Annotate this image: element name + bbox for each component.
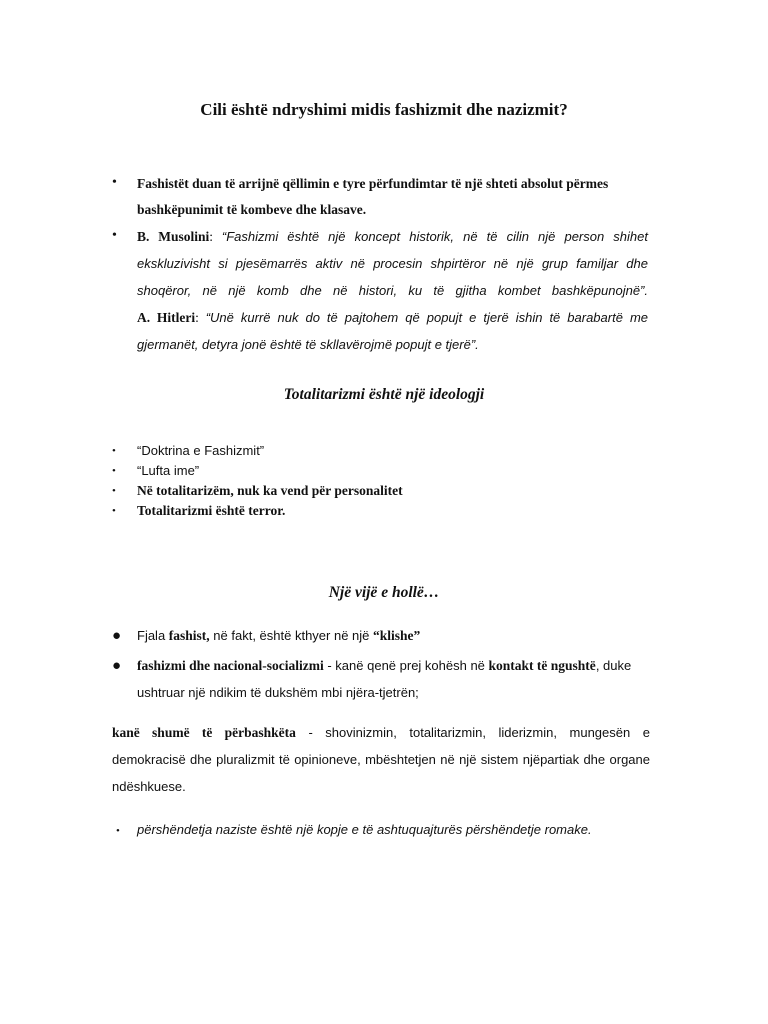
salute-line: përshëndetja naziste është një kopje e të ashtuquajturës përshëndetje romake.	[137, 822, 592, 837]
contact-line2: ushtruar një ndikim të dukshëm mbi njëra-tjetrën;	[137, 685, 419, 700]
fascism-nazism-term: fashizmi dhe nacional-socializmi	[137, 658, 324, 673]
musolini-quote-l3: shoqëror, në një komb dhe në histori, ku të gjitha kombet bashkëpunojnë”.	[137, 283, 648, 298]
section-heading-fine-line: Një vijë e hollë…	[328, 584, 440, 601]
klishe-term: “klishe”	[373, 628, 421, 643]
musolini-line1	[137, 224, 648, 250]
text-run: në fakt, është kthyer në një	[209, 628, 374, 643]
klishe-line	[137, 623, 420, 649]
bullet-icon: •	[112, 445, 116, 457]
text-run: - kanë qenë prej kohësh në	[323, 658, 489, 673]
list-item: Totalitarizmi është terror.	[137, 503, 286, 518]
bullet-icon: •	[112, 228, 117, 243]
text-run: Fjala	[137, 628, 169, 643]
contact-line1	[137, 653, 648, 679]
fashist-term: fashist,	[168, 628, 210, 643]
page-title: Cili është ndryshimi midis fashizmit dhe nazizmit?	[200, 100, 568, 119]
bullet-icon: ●	[112, 658, 122, 674]
bullet-icon: •	[116, 825, 120, 837]
common-paragraph-line3: ndëshkuese.	[112, 779, 186, 794]
list-item: “Doktrina e Fashizmit”	[137, 443, 265, 458]
hitler-quote-l2: gjermanët, detyra jonë është të skllavërojmë popujt e tjerë”.	[137, 337, 479, 352]
hitler-line1	[137, 305, 648, 331]
common-paragraph-line1	[112, 720, 650, 746]
musolini-quote-l1: “Fashizmi është një koncept historik, në të cilin një person shihet	[221, 229, 648, 244]
bullet-icon: •	[112, 175, 117, 190]
close-contact-term: kontakt të ngushtë	[488, 658, 596, 673]
common-term: kanë shumë të përbashkëta	[112, 725, 296, 740]
text-run: , duke	[595, 658, 632, 673]
bullet-icon: •	[112, 465, 116, 477]
common-paragraph-line2: demokracisë dhe pluralizmit të opinioneve, mbështetjen në një sistem njëpartiak dhe organe	[112, 752, 650, 767]
hitler-quote-l1: “Unë kurrë nuk do të pajtohem që popujt e tjerë ishin të barabartë me	[205, 310, 649, 325]
text-run: - shovinizmin, totalitarizmin, liderizmin, mungesën e	[295, 725, 650, 740]
musolini-quote-l2: ekskluzivisht si pjesëmarrës aktiv në procesin shpirtëror në një grup familjar dhe	[137, 256, 648, 271]
list-item: Në totalitarizëm, nuk ka vend për personalitet	[137, 483, 403, 498]
bullet-icon: ●	[112, 628, 122, 644]
bullet-icon: •	[112, 485, 116, 497]
section-heading-ideology: Totalitarizmi është një ideologji	[283, 386, 485, 403]
musolini-name: B. Musolini	[137, 229, 210, 244]
bullet1-line1: Fashistët duan të arrijnë qëllimin e tyre përfundimtar të një shteti absolut përmes	[137, 176, 609, 191]
separator: :	[195, 310, 199, 325]
separator: :	[209, 229, 214, 244]
list-item: “Lufta ime”	[137, 463, 200, 478]
bullet1-line2: bashkëpunimit të kombeve dhe klasave.	[137, 202, 367, 217]
hitler-name: A. Hitleri	[137, 310, 196, 325]
bullet-icon: •	[112, 505, 116, 517]
